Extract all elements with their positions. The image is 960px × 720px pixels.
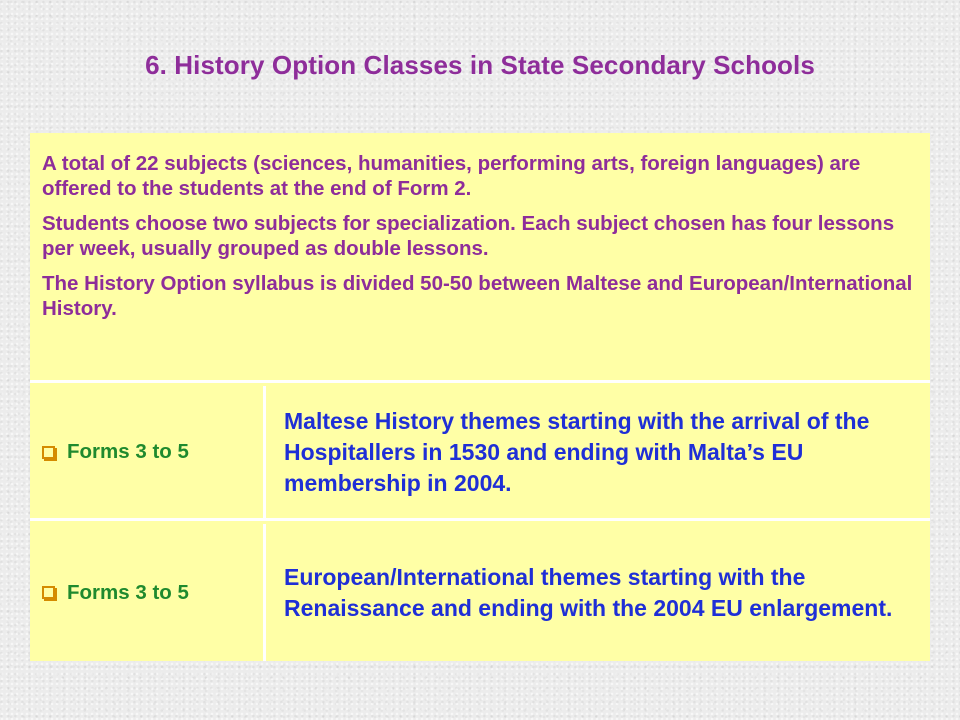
- theme-cell: [269, 524, 930, 661]
- table-row-maltese-history: [30, 386, 930, 521]
- intro-paragraph-subjects: A total of 22 subjects (sciences, humanities, performing arts, foreign languages) are offered to the students at the end of Form 2.: [42, 152, 861, 200]
- checkbox-icon: [42, 446, 55, 459]
- table-row-european-history: [30, 524, 930, 661]
- theme-text: European/International themes starting with the Renaissance and ending with the 2004 EU enlargement.: [284, 563, 893, 621]
- theme-text: Maltese History themes starting with the arrival of the Hospitallers in 1530 and ending with Malta’s EU membership in 2004.: [284, 407, 870, 496]
- info-table: [30, 133, 930, 661]
- forms-label: Forms 3 to 5: [67, 580, 189, 604]
- forms-cell: [30, 524, 266, 661]
- theme-cell: [269, 386, 930, 518]
- forms-label: Forms 3 to 5: [67, 440, 189, 463]
- intro-cell: [30, 133, 930, 383]
- forms-cell: [30, 386, 266, 518]
- intro-paragraph-specialization: Students choose two subjects for specialization. Each subject chosen has four lessons per week, usually grouped as double lessons.: [42, 212, 895, 260]
- slide-title: 6. History Option Classes in State Secondary Schools: [145, 50, 815, 80]
- checkbox-icon: [42, 586, 55, 599]
- intro-paragraph-syllabus: The History Option syllabus is divided 50-50 between Maltese and European/International History.: [42, 272, 913, 320]
